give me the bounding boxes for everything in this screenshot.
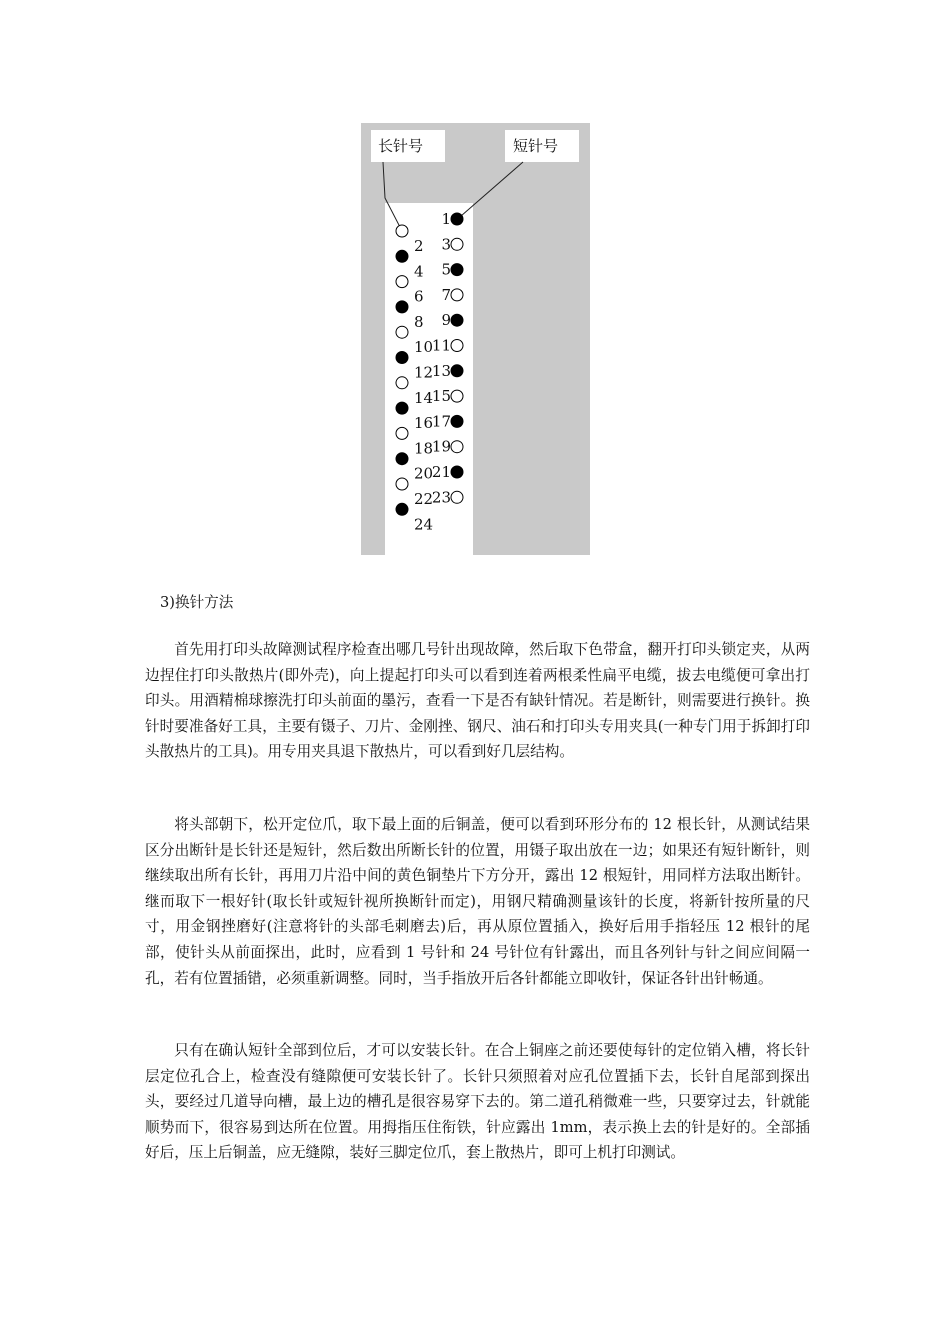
short-pin-hole <box>451 415 463 427</box>
short-pin-hole <box>451 491 463 503</box>
long-pin-hole <box>396 478 408 490</box>
short-pin-hole <box>451 365 463 377</box>
short-pin-hole <box>451 289 463 301</box>
short-pin-hole <box>451 238 463 250</box>
short-pin-hole <box>451 264 463 276</box>
short-pin-number: 1 <box>441 210 451 228</box>
short-pin-number: 21 <box>431 463 451 481</box>
long-pin-hole <box>396 377 408 389</box>
short-pin-hole <box>451 390 463 402</box>
long-pin-hole <box>396 250 408 262</box>
long-pin-hole <box>396 276 408 288</box>
long-pin-number: 10 <box>414 338 434 357</box>
paragraph-text: 将头部朝下，松开定位爪，取下最上面的后铜盖，便可以看到环形分布的 12 根长针，从测试结果区分出断针是长针还是短针，然后数出所断长针的位置，用镊子取出放在一边；如果还有短针断针，则继续取出所有长针，再用刀片沿中间的黄色铜垫片下方分开，露出 12 根短针，用同样方法取出断针。继而取下一根好针(取长针或短针视所换断针而定)，用钢尺精确测量该针的长度，将新针按所量的尺寸，用金钢挫磨好(注意将针的头部毛刺磨去)后，再从原位置插入，换好后用手指轻压 12 根针的尾部，使针头从前面探出，此时，应看到 1 号针和 24 号针位有针露出，而且各列针与针之间应间隔一孔，若有位置插错，必须重新调整。同时，当手指放开后各针都能立即收针，保证各针出针畅通。 <box>145 816 810 987</box>
long-pin-number: 24 <box>414 515 434 534</box>
long-pin-hole <box>396 427 408 439</box>
short-pin-number: 5 <box>441 260 451 279</box>
short-pin-number: 23 <box>431 488 451 507</box>
short-pin-number: 3 <box>441 235 451 254</box>
long-pin-hole <box>396 326 408 338</box>
short-pin-number: 13 <box>431 361 451 380</box>
long-pin-hole <box>396 402 408 414</box>
short-pin-leader-line <box>461 162 523 216</box>
short-pin-number: 19 <box>431 437 451 456</box>
long-pin-hole <box>396 352 408 364</box>
long-pin-number: 18 <box>414 439 434 458</box>
pin-layout-figure <box>361 123 590 555</box>
short-pin-hole <box>451 213 463 225</box>
pin-layout-diagram <box>361 123 590 555</box>
long-pin-hole <box>396 301 408 313</box>
long-pin-number: 4 <box>414 262 424 281</box>
long-pin-number: 12 <box>414 363 434 382</box>
short-pin-number: 9 <box>441 311 451 330</box>
long-pin-number: 22 <box>414 490 434 508</box>
section-heading: 3)换针方法 <box>160 594 234 611</box>
long-pin-number: 14 <box>414 388 434 407</box>
long-pin-number: 8 <box>414 312 424 331</box>
short-pin-hole <box>451 340 463 352</box>
long-pin-hole <box>396 503 408 515</box>
long-pin-number: 6 <box>414 287 424 306</box>
short-pin-callout-label: 短针号 <box>513 137 559 155</box>
long-pin-number: 2 <box>414 237 424 255</box>
paragraph-3 <box>145 1038 810 1166</box>
short-pin-hole <box>451 314 463 326</box>
long-pin-callout-label: 长针号 <box>378 137 424 155</box>
long-pin-hole <box>396 225 408 237</box>
short-pin-hole <box>451 441 463 453</box>
paragraph-text: 首先用打印头故障测试程序检查出哪几号针出现故障，然后取下色带盒，翻开打印头锁定夹，从两边捏住打印头散热片(即外壳)，向上提起打印头可以看到连着两根柔性扁平电缆，拔去电缆便可拿出打印头。用酒精棉球擦洗打印头前面的墨污，查看一下是否有缺针情况。若是断针，则需要进行换针。换针时要准备好工具，主要有镊子、刀片、金刚挫、钢尺、油石和打印头专用夹具(一种专门用于拆卸打印头散热片的工具)。用专用夹具退下散热片，可以看到好几层结构。 <box>145 641 810 761</box>
paragraph-1 <box>145 637 810 765</box>
short-pin-number: 11 <box>431 336 451 355</box>
short-pin-number: 7 <box>441 285 451 304</box>
long-pin-number: 16 <box>414 414 434 433</box>
paragraph-text: 只有在确认短针全部到位后，才可以安装长针。在合上铜座之前还要使每针的定位销入槽，将长针层定位孔合上，检查没有缝隙便可安装长针了。长针只须照着对应孔位置插下去，长针自尾部到探出头，要经过几道导向槽，最上边的槽孔是很容易穿下去的。第二道孔稍微难一些，只要穿过去，针就能顺势而下，很容易到达所在位置。用拇指压住衔铁，针应露出 1mm，表示换上去的针是好的。全部插好后，压上后铜盖，应无缝隙，装好三脚定位爪，套上散热片，即可上机打印测试。 <box>145 1042 810 1162</box>
long-pin-hole <box>396 453 408 465</box>
paragraph-2 <box>145 812 810 991</box>
short-pin-number: 15 <box>431 387 451 406</box>
long-pin-number: 20 <box>414 464 434 483</box>
short-pin-hole <box>451 466 463 478</box>
short-pin-number: 17 <box>431 412 451 431</box>
